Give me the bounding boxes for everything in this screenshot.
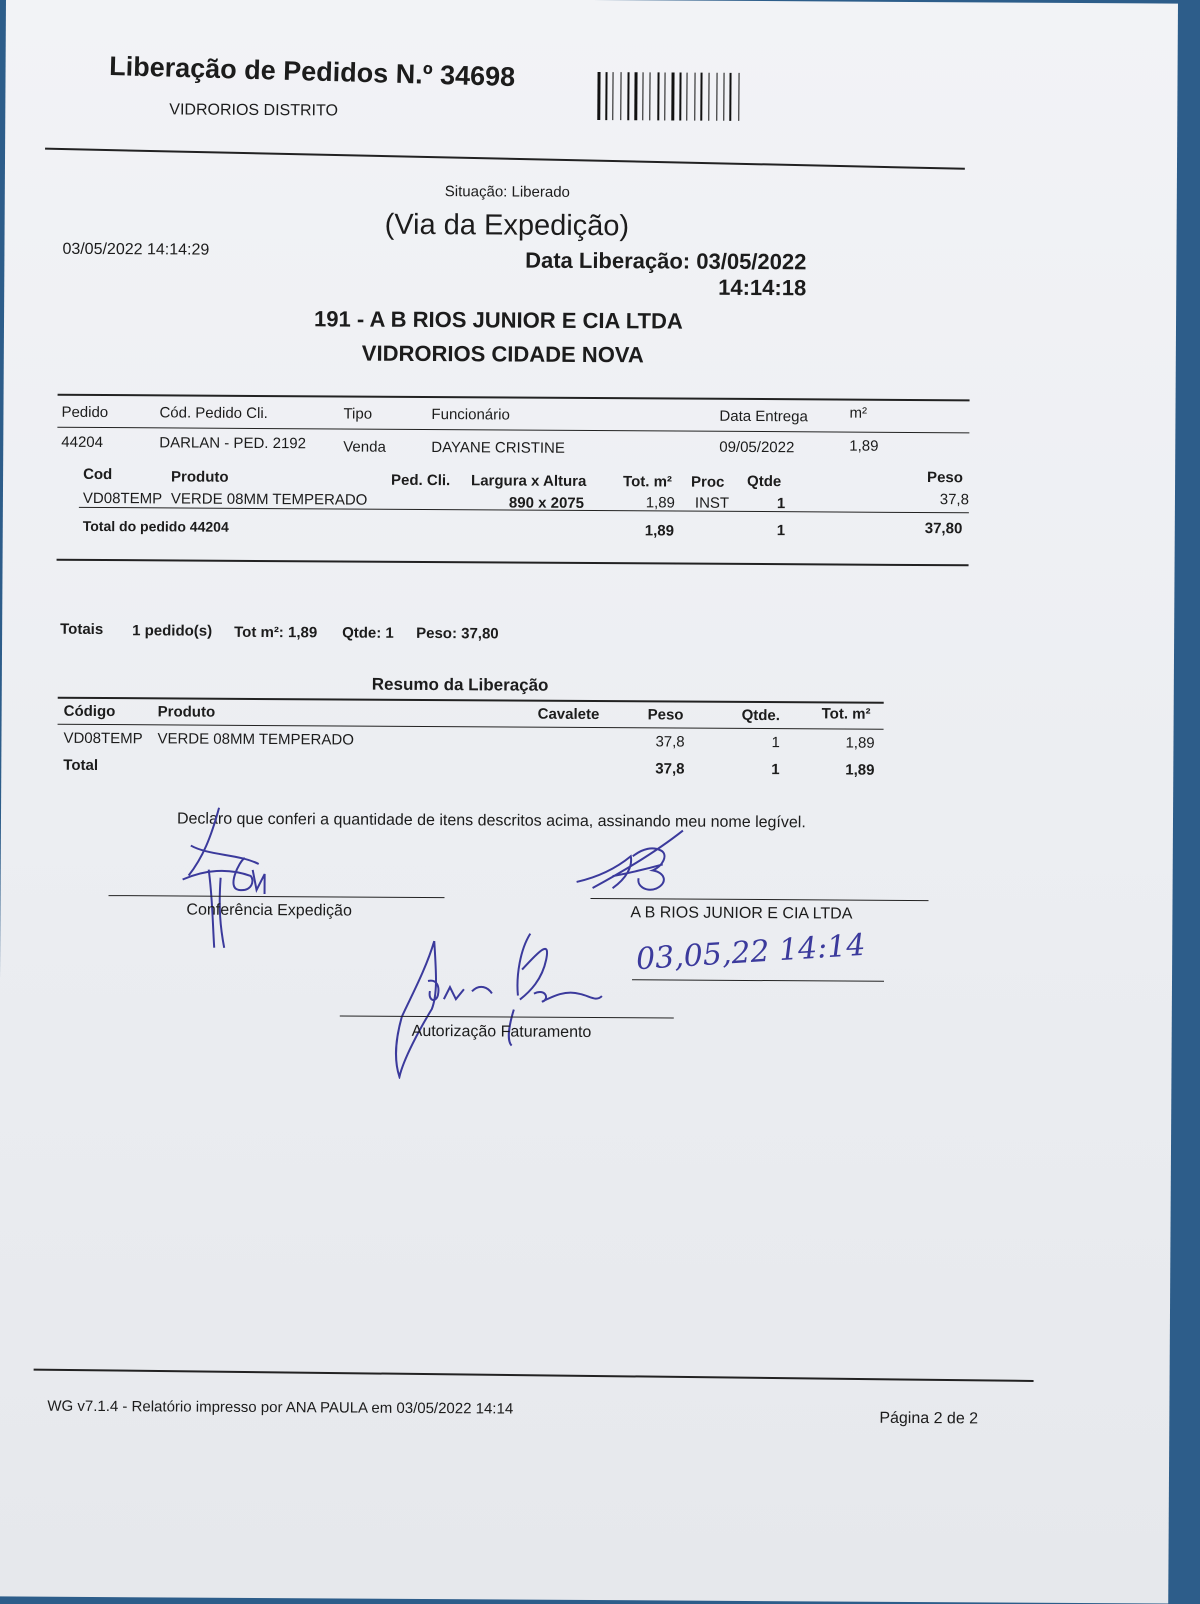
- divider: [57, 427, 969, 434]
- col-header-cod-pedido-cli: Cód. Pedido Cli.: [159, 404, 268, 423]
- barcode-bar: [704, 73, 706, 121]
- summary-title: Resumo da Liberação: [371, 674, 549, 695]
- summary-header-produto: Produto: [157, 703, 216, 721]
- summary-header-cavalete: Cavalete: [537, 705, 600, 724]
- item-proc: INST: [694, 494, 730, 512]
- footer-printed-by: WG v7.1.4 - Relatório impresso por ANA PAULA em 03/05/2022 14:14: [47, 1397, 514, 1418]
- signature-autorizacao: [379, 929, 620, 1080]
- item-qty: 1: [776, 495, 786, 513]
- date-underline: [632, 979, 884, 982]
- barcode: [597, 72, 743, 121]
- barcode-bar: [726, 73, 727, 121]
- barcode-bar: [671, 72, 674, 120]
- autorizacao-label: Autorização Faturamento: [411, 1022, 592, 1042]
- barcode-bar: [689, 73, 692, 121]
- item-header-proc: Proc: [691, 473, 725, 491]
- item-dimensions: 890 x 2075: [508, 494, 585, 512]
- totals-orders: 1 pedido(s): [132, 622, 213, 640]
- barcode-bar: [679, 73, 681, 121]
- divider: [57, 559, 969, 567]
- barcode-bar: [612, 72, 613, 120]
- summary-total-m2: 1,89: [845, 761, 875, 779]
- item-header-ped-cli: Ped. Cli.: [391, 471, 451, 490]
- signature-empresa: [572, 826, 702, 907]
- summary-qty: 1: [771, 734, 780, 752]
- col-header-funcionario: Funcionário: [431, 406, 510, 424]
- item-code: VD08TEMP: [82, 489, 163, 508]
- barcode-bar: [615, 72, 618, 120]
- barcode-bar: [623, 72, 625, 120]
- totals-weight: Peso: 37,80: [416, 624, 499, 643]
- barcode-bar: [609, 72, 610, 120]
- item-header-dimensions: Largura x Altura: [471, 472, 587, 490]
- totals-m2: Tot m²: 1,89: [234, 623, 318, 642]
- delivery-date: 09/05/2022: [719, 438, 795, 457]
- barcode-bar: [597, 72, 600, 120]
- client-store: VIDRORIOS CIDADE NOVA: [361, 340, 644, 368]
- barcode-bar: [723, 73, 724, 121]
- summary-header-codigo: Código: [63, 702, 116, 721]
- item-header-peso: Peso: [927, 469, 963, 487]
- summary-header-qtde: Qtde.: [741, 706, 781, 725]
- barcode-bar: [697, 73, 698, 121]
- declaration-text: Declaro que conferi a quantidade de itens descritos acima, assinando meu nome legível.: [176, 810, 806, 832]
- employee: DAYANE CRISTINE: [431, 439, 565, 457]
- item-weight: 37,8: [939, 491, 970, 509]
- order-m2: 1,89: [849, 437, 879, 455]
- summary-header-tot-m2: Tot. m²: [821, 705, 871, 723]
- barcode-bar: [639, 72, 640, 120]
- summary-total-qty: 1: [771, 761, 780, 779]
- order-total-label: Total do pedido 44204: [82, 517, 229, 535]
- summary-m2: 1,89: [845, 734, 875, 752]
- client-order-code: DARLAN - PED. 2192: [159, 434, 307, 453]
- col-header-m2: m²: [849, 404, 868, 422]
- page-number: Página 2 de 2: [879, 1409, 979, 1428]
- order-total-qty: 1: [776, 522, 786, 540]
- summary-weight: 37,8: [655, 733, 685, 751]
- barcode-bar: [741, 73, 743, 121]
- barcode-bar: [683, 73, 684, 121]
- totals-label: Totais: [60, 620, 104, 639]
- divider: [58, 394, 970, 402]
- barcode-bar: [667, 72, 669, 120]
- barcode-bar: [661, 72, 662, 120]
- barcode-bar: [719, 73, 721, 121]
- col-header-tipo: Tipo: [343, 405, 373, 423]
- summary-total-weight: 37,8: [655, 760, 685, 778]
- divider: [45, 148, 965, 170]
- conferencia-label: Conferência Expedição: [186, 901, 352, 920]
- order-number: 44204: [61, 433, 104, 452]
- barcode-bar: [700, 73, 702, 121]
- barcode-bar: [733, 73, 736, 121]
- item-header-tot-m2: Tot. m²: [623, 473, 672, 491]
- branch-name: VIDRORIOS DISTRITO: [169, 101, 338, 120]
- barcode-bar: [716, 73, 717, 121]
- barcode-bar: [711, 73, 714, 121]
- summary-code: VD08TEMP: [63, 729, 143, 748]
- barcode-bar: [708, 73, 709, 121]
- item-product: VERDE 08MM TEMPERADO: [170, 490, 368, 509]
- barcode-bar: [645, 72, 647, 120]
- col-header-pedido: Pedido: [61, 403, 109, 422]
- barcode-bar: [676, 73, 677, 121]
- status-text: Situação: Liberado: [444, 183, 570, 201]
- barcode-bar: [664, 72, 665, 120]
- item-header-cod: Cod: [83, 465, 113, 484]
- barcode-bar: [634, 72, 637, 120]
- barcode-bar: [602, 72, 603, 120]
- divider: [58, 724, 884, 730]
- client-company: 191 - A B RIOS JUNIOR E CIA LTDA: [313, 306, 683, 334]
- order-total-m2: 1,89: [644, 522, 675, 540]
- summary-product: VERDE 08MM TEMPERADO: [157, 730, 354, 749]
- col-header-data-entrega: Data Entrega: [719, 407, 808, 426]
- signature-conferencia: [168, 797, 279, 958]
- barcode-bar: [729, 73, 731, 121]
- barcode-bar: [605, 72, 607, 120]
- order-total-weight: 37,80: [924, 520, 963, 538]
- barcode-bar: [657, 72, 659, 120]
- handwritten-date: 03,05,22 14:14: [635, 927, 867, 978]
- page-title: Liberação de Pedidos N.º 34698: [108, 51, 516, 93]
- summary-header-peso: Peso: [647, 706, 684, 724]
- barcode-bar: [649, 72, 650, 120]
- barcode-bar: [694, 73, 695, 121]
- barcode-bar: [652, 72, 655, 120]
- barcode-bar: [686, 73, 687, 121]
- item-tot-m2: 1,89: [645, 494, 675, 512]
- barcode-bar: [631, 72, 632, 120]
- company-signature-label: A B RIOS JUNIOR E CIA LTDA: [630, 904, 853, 923]
- barcode-bar: [627, 72, 629, 120]
- item-header-qtde: Qtde: [747, 472, 782, 491]
- totals-qty: Qtde: 1: [342, 624, 394, 642]
- print-datetime: 03/05/2022 14:14:29: [62, 240, 210, 259]
- barcode-bar: [642, 72, 643, 120]
- barcode-bar: [738, 73, 739, 121]
- footer-divider: [34, 1369, 1034, 1382]
- copy-type: (Via da Expedição): [384, 208, 630, 243]
- release-date: Data Liberação: 03/05/2022 14:14:18: [525, 247, 807, 301]
- summary-total-label: Total: [63, 756, 99, 774]
- item-header-produto: Produto: [171, 468, 229, 486]
- order-type: Venda: [343, 438, 386, 456]
- barcode-bar: [620, 72, 621, 120]
